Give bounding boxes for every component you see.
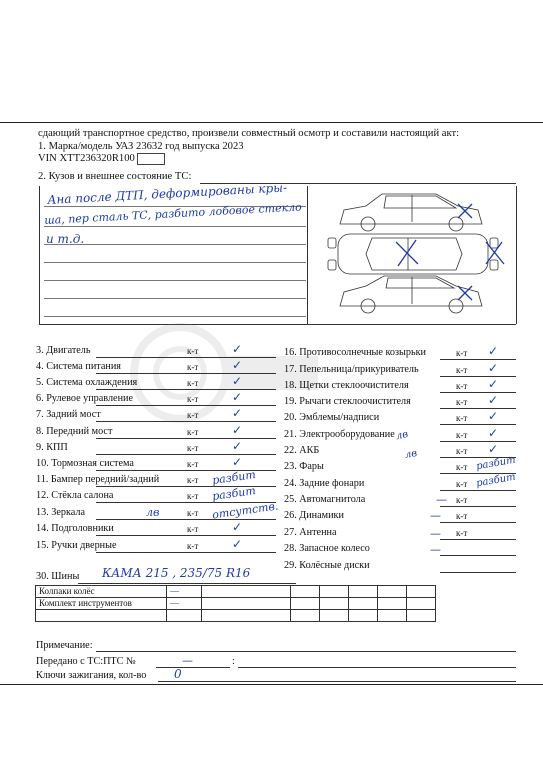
tyres-label: 30. Шины <box>36 571 80 582</box>
vin-line: VIN XTT236320R100 <box>38 153 135 164</box>
checklist-note: разбит <box>211 484 257 503</box>
notes-underline <box>96 651 516 652</box>
body-box-right-border <box>516 186 517 324</box>
checklist-underline <box>96 357 276 358</box>
checklist-note: разбит <box>475 454 517 473</box>
check-mark-icon: ✓ <box>232 390 243 404</box>
transfer-value: — <box>182 654 193 667</box>
checklist-item-label: 16. Противосолнечные козырьки <box>284 347 426 358</box>
checklist-status: к-т <box>187 491 199 501</box>
checklist-status: к-т <box>456 430 468 440</box>
checklist-underline <box>96 552 276 553</box>
intro-line: сдающий транспортное средство, произвели совместный осмотр и составили настоящий акт: <box>38 128 460 139</box>
check-mark-icon: ✓ <box>488 426 499 440</box>
checklist-status: к-т <box>456 446 468 456</box>
check-mark-icon: ✓ <box>488 377 499 391</box>
checklist-underline <box>96 438 276 439</box>
checklist-underline <box>96 421 276 422</box>
checklist-underline <box>96 373 276 374</box>
keys-label: Ключи зажигания, кол-во <box>36 670 147 681</box>
checklist-item-label: 24. Задние фонари <box>284 478 365 489</box>
check-mark-icon: ✓ <box>232 439 243 453</box>
check-mark-icon: ✓ <box>488 442 499 456</box>
checklist-underline <box>440 408 516 409</box>
checklist-item-label: 12. Стёкла салона <box>36 490 114 501</box>
car-damage-diagram <box>308 186 516 324</box>
checklist-item-label: 21. Электрооборудование <box>284 429 395 440</box>
checklist-item-label: 28. Запасное колесо <box>284 543 370 554</box>
check-mark-icon: ✓ <box>488 409 499 423</box>
check-mark-icon: ✓ <box>232 537 243 551</box>
table-row <box>36 610 436 622</box>
damage-mark <box>486 242 504 264</box>
car-top-view <box>328 234 498 274</box>
checklist-underline <box>96 535 276 536</box>
vin-box <box>137 153 165 165</box>
checklist-note: разбит <box>475 471 517 490</box>
accessory-value: — <box>167 598 202 610</box>
checklist-status: к-т <box>187 410 199 420</box>
dash-mark: — <box>436 493 447 506</box>
headlight-side-note: лв <box>394 428 410 443</box>
checklist-item-label: 17. Пепельница/прикуриватель <box>284 364 419 375</box>
checklist-status: к-т <box>187 541 199 551</box>
checklist-underline <box>440 572 516 573</box>
checklist-underline <box>440 522 516 523</box>
checklist-underline <box>440 490 516 491</box>
checklist-status: к-т <box>456 397 468 407</box>
checklist-underline <box>440 392 516 393</box>
checklist-item-label: 3. Двигатель <box>36 345 91 356</box>
damage-mark <box>458 204 472 218</box>
check-mark-icon: ✓ <box>232 342 243 356</box>
checklist-underline <box>440 376 516 377</box>
checklist-status: к-т <box>187 378 199 388</box>
checklist-underline <box>440 506 516 507</box>
checklist-item-label: 22. АКБ <box>284 445 320 456</box>
check-mark-icon: ✓ <box>488 344 499 358</box>
writing-line <box>44 226 306 227</box>
checklist-status: к-т <box>187 524 199 534</box>
dash-mark: — <box>430 527 441 540</box>
checklist-status: к-т <box>456 348 468 358</box>
checklist-status: к-т <box>187 362 199 372</box>
accessory-value: — <box>167 586 202 598</box>
checklist-item-label: 26. Динамики <box>284 510 344 521</box>
checklist-item-label: 6. Рулевое управление <box>36 393 133 404</box>
checklist-underline <box>96 405 276 406</box>
checklist-item-label: 5. Система охлаждения <box>36 377 138 388</box>
checklist-item-label: 29. Колёсные диски <box>284 560 370 571</box>
writing-line <box>44 298 306 299</box>
vehicle-model-line: 1. Марка/модель УАЗ 23632 год выпуска 2023 <box>38 141 244 152</box>
checklist-status: к-т <box>187 443 199 453</box>
checklist-note: разбит <box>211 468 257 487</box>
checklist-status: к-т <box>456 528 468 538</box>
check-mark-icon: ✓ <box>488 393 499 407</box>
transfer-underline <box>156 667 230 668</box>
accessory-label: Колпаки колёс <box>36 586 167 598</box>
check-mark-icon: ✓ <box>232 374 243 388</box>
transfer-underline-2 <box>238 667 516 668</box>
body-note-line-3: и т.д. <box>46 232 85 246</box>
taillight-side-note: лв <box>404 448 419 461</box>
body-box-left-border <box>39 186 40 324</box>
table-row <box>36 586 436 598</box>
checklist-item-label: 15. Ручки дверные <box>36 540 117 551</box>
keys-underline <box>158 681 516 682</box>
checklist-status: к-т <box>456 495 468 505</box>
checklist-item-label: 13. Зеркала <box>36 507 86 518</box>
table-row <box>36 598 436 610</box>
check-mark-icon: ✓ <box>232 423 243 437</box>
checklist-underline <box>96 454 276 455</box>
checklist-underline <box>440 539 516 540</box>
checklist-item-label: 25. Автомагнитола <box>284 494 366 505</box>
checklist-status: к-т <box>187 508 199 518</box>
check-mark-icon: ✓ <box>232 455 243 469</box>
checklist-status: к-т <box>187 475 199 485</box>
body-condition-label: 2. Кузов и внешнее состояние ТС: <box>38 171 192 182</box>
transfer-label: Передано с ТС:ПТС № <box>36 656 136 667</box>
checklist-item-label: 14. Подголовники <box>36 523 114 534</box>
body-note-line-2: ша, пер сталь ТС, разбито лобовое стекло <box>44 200 303 227</box>
transfer-separator: : <box>232 656 235 667</box>
checklist-status: к-т <box>456 365 468 375</box>
checklist-item-label: 27. Антенна <box>284 527 337 538</box>
checklist-underline <box>96 519 276 520</box>
accessories-table <box>35 585 436 622</box>
checklist-status: к-т <box>187 346 199 356</box>
writing-line <box>44 316 306 317</box>
checklist-item-label: 20. Эмблемы/надписи <box>284 412 380 423</box>
checklist-status: к-т <box>187 459 199 469</box>
car-side-view-bottom <box>340 276 482 313</box>
checklist-underline <box>440 441 516 442</box>
checklist-item-label: 23. Фары <box>284 461 324 472</box>
accessory-label: Комплект инструментов <box>36 598 167 610</box>
checklist-status: к-т <box>187 394 199 404</box>
checklist-status: к-т <box>456 479 468 489</box>
checklist-item-label: 11. Бампер передний/задний <box>36 474 160 485</box>
check-mark-icon: ✓ <box>232 520 243 534</box>
check-mark-icon: ✓ <box>232 358 243 372</box>
tyres-underline <box>78 583 296 584</box>
checklist-item-label: 4. Система питания <box>36 361 121 372</box>
checklist-item-label: 8. Передний мост <box>36 426 113 437</box>
bottom-blank-area <box>0 684 543 769</box>
checklist-item-label: 10. Тормозная система <box>36 458 134 469</box>
checklist-status: к-т <box>187 427 199 437</box>
checklist-status: к-т <box>456 462 468 472</box>
notes-label: Примечание: <box>36 640 93 651</box>
checklist-underline <box>440 555 516 556</box>
keys-value: 0 <box>174 667 182 681</box>
checklist-underline <box>96 389 276 390</box>
top-blank-area <box>0 0 543 123</box>
tyres-value: КАМА 215 , 235/75 R16 <box>102 566 251 580</box>
dash-mark: — <box>430 543 441 556</box>
mirror-side-note: лв <box>146 506 160 519</box>
checklist-item-label: 18. Щетки стеклоочистителя <box>284 380 409 391</box>
dash-mark: — <box>430 509 441 522</box>
checklist-note: отсутств. <box>211 499 280 522</box>
checklist-underline <box>440 359 516 360</box>
car-side-view-top <box>340 194 482 231</box>
checklist-item-label: 19. Рычаги стеклоочистителя <box>284 396 411 407</box>
checklist-item-label: 7. Задний мост <box>36 409 101 420</box>
checklist-item-label: 9. КПП <box>36 442 68 453</box>
writing-line <box>44 280 306 281</box>
writing-line <box>44 262 306 263</box>
checklist-status: к-т <box>456 381 468 391</box>
check-mark-icon: ✓ <box>232 406 243 420</box>
checklist-status: к-т <box>456 413 468 423</box>
checklist-status: к-т <box>456 511 468 521</box>
checklist-underline <box>440 424 516 425</box>
check-mark-icon: ✓ <box>488 361 499 375</box>
damage-mark <box>396 240 418 266</box>
body-note-line-1: Ана после ДТП, деформированы кры- <box>47 180 288 207</box>
